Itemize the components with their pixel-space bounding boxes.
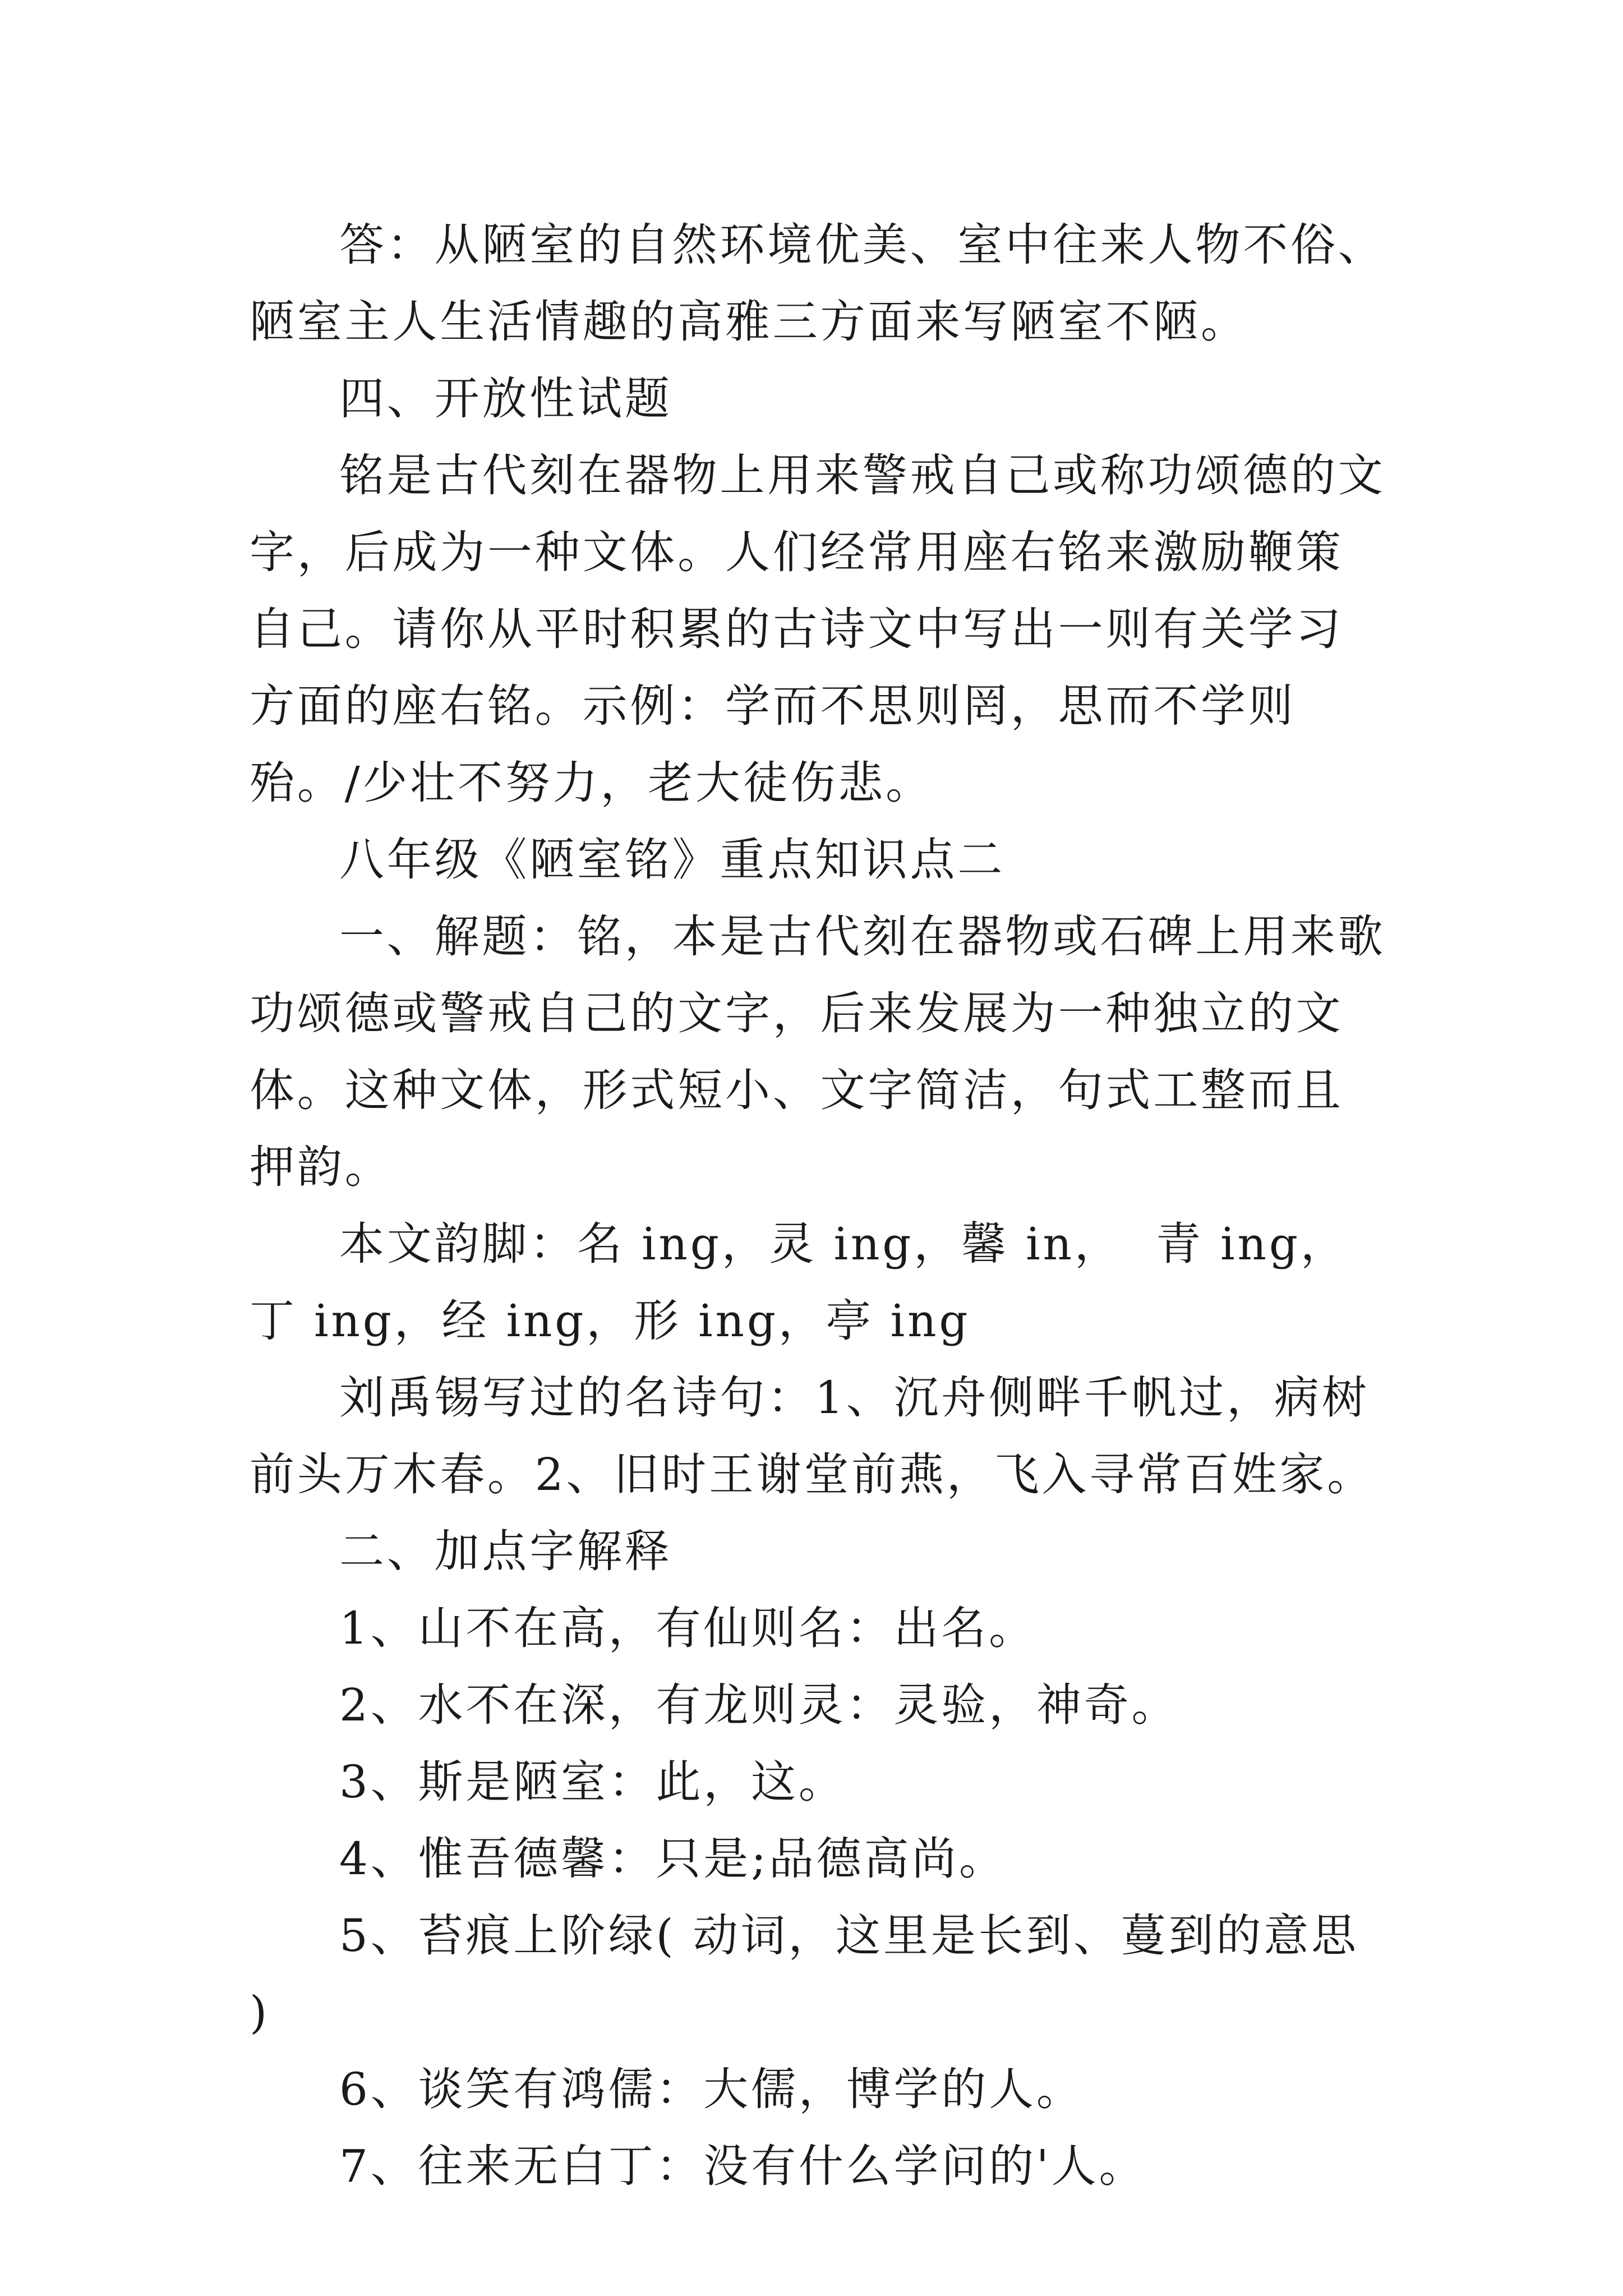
body-paragraph: 本文韵脚：名 ing，灵 ing，馨 in， 青 ing，丁 ing，经 ing，形 ing，亭 ing [250,1218,1348,1347]
section-heading: 八年级《陋室铭》重点知识点二 [339,834,1006,886]
list-item: 2、水不在深，有龙则灵：灵验，神奇。 [339,1679,1179,1731]
body-paragraph: 铭是古代刻在器物上用来警戒自己或称功颂德的文字，后成为一种文体。人们经常用座右铭来激励鞭策自己。请你从平时积累的古诗文中写出一则有关学习方面的座右铭。示例：学而不思则罔，思而不学则殆。/少壮不努力，老大徒伤悲。 [250,449,1386,809]
list-item: 6、谈笑有鸿儒：大儒，博学的人。 [339,2063,1084,2115]
list-item: 3、斯是陋室：此，这。 [339,1756,846,1808]
body-paragraph: 刘禹锡写过的名诗句：1、沉舟侧畔千帆过，病树前头万木春。2、旧时王谢堂前燕，飞入寻常百姓家。 [250,1372,1375,1501]
list-item: 5、苔痕上阶绿( 动词，这里是长到、蔓到的意思 ) [250,1910,1376,2039]
section-heading: 二、加点字解释 [339,1525,672,1577]
list-item: 1、山不在高，有仙则名：出名。 [339,1602,1036,1654]
list-item: 4、惟吾德馨：只是;品德高尚。 [339,1833,1007,1885]
answer-paragraph: 答：从陋室的自然环境优美、室中往来人物不俗、陋室主人生活情趣的高雅三方面来写陋室不陋。 [250,219,1386,348]
document-body [250,206,1388,2205]
list-item: 7、往来无白丁：没有什么学问的'人。 [339,2140,1147,2192]
body-paragraph: 一、解题：铭，本是古代刻在器物或石碑上用来歌功颂德或警戒自己的文字，后来发展为一种独立的文体。这种文体，形式短小、文字简洁，句式工整而且押韵。 [250,910,1386,1193]
section-heading: 四、开放性试题 [339,372,672,425]
